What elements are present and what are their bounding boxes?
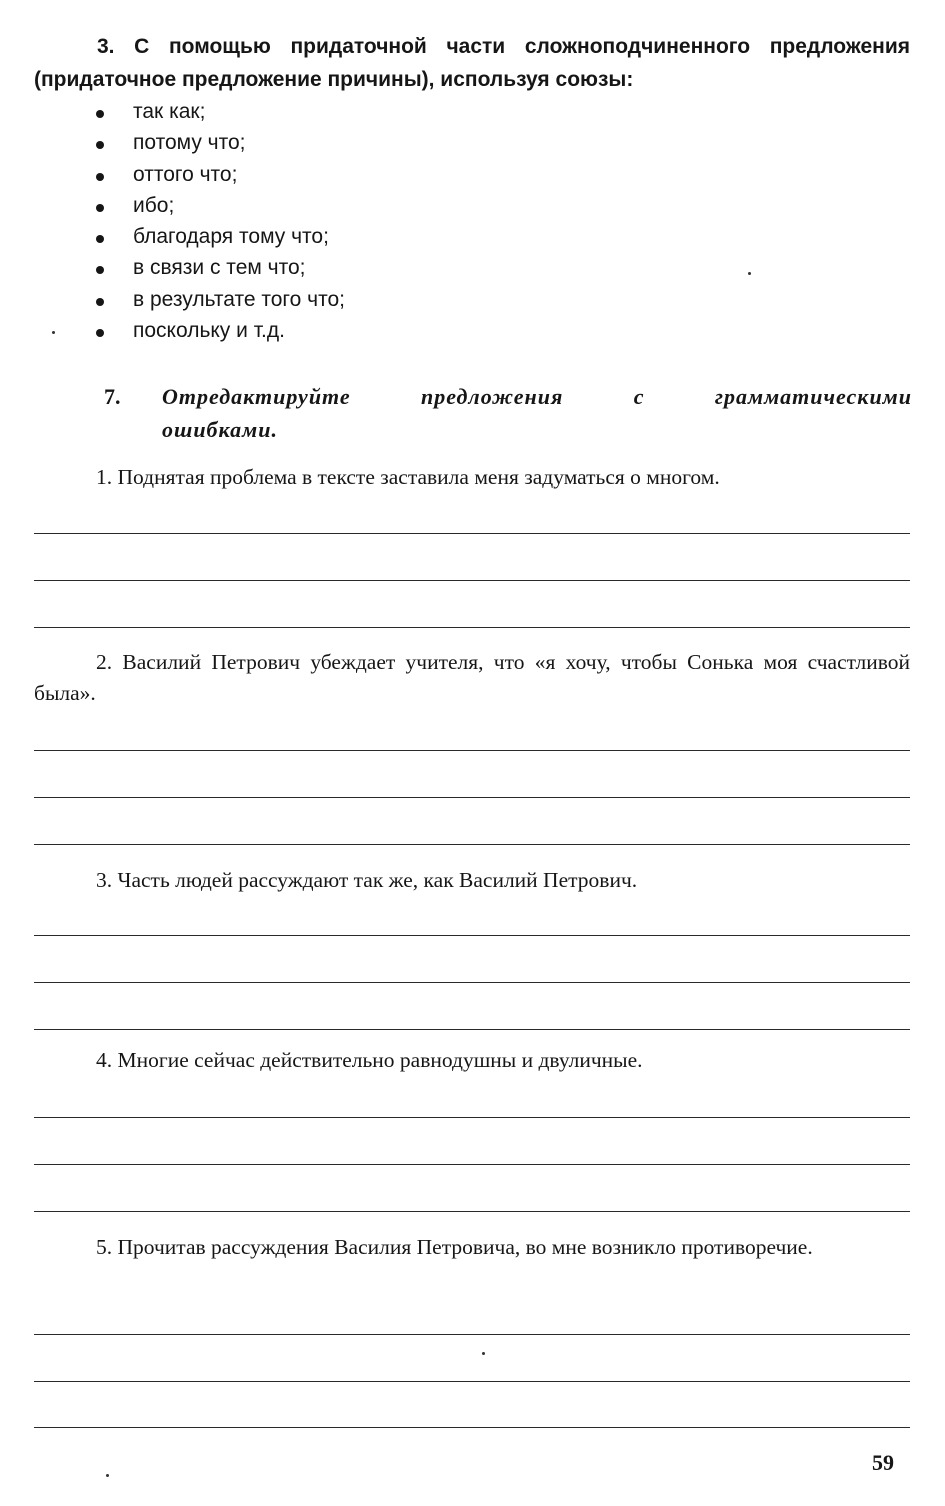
list-item: так как;	[96, 96, 345, 127]
list-item: потому что;	[96, 127, 345, 158]
task7-heading	[104, 380, 912, 446]
scan-speck	[106, 1474, 109, 1477]
exercise-sentence-4: 4. Многие сейчас действительно равнодушны и двуличные.	[96, 1048, 643, 1072]
answer-line[interactable]	[34, 982, 910, 983]
answer-line[interactable]	[34, 1164, 910, 1165]
answer-line[interactable]	[34, 1334, 910, 1335]
answer-line[interactable]	[34, 1427, 910, 1428]
task-number: 7.	[104, 384, 121, 409]
page-number: 59	[872, 1450, 894, 1475]
list-item: в связи с тем что;	[96, 252, 345, 283]
task-word: грамматическими	[714, 384, 912, 409]
answer-line[interactable]	[34, 1211, 910, 1212]
list-item: ибо;	[96, 190, 345, 221]
exercise-sentence-2: 2. Василий Петрович убеждает учителя, что «я хочу, чтобы Сонька моя счастливой была».	[34, 650, 910, 705]
answer-line[interactable]	[34, 1381, 910, 1382]
answer-line[interactable]	[34, 750, 910, 751]
exercise-sentence-3: 3. Часть людей рассуждают так же, как Василий Петрович.	[96, 868, 638, 892]
task-instruction-line2: ошибками.	[162, 417, 278, 442]
scan-speck	[748, 272, 751, 275]
exercise-sentence-5: 5. Прочитав рассуждения Василия Петровича, во мне возникло противоречие.	[96, 1235, 813, 1259]
answer-line[interactable]	[34, 1117, 910, 1118]
task-word: с	[633, 384, 645, 409]
list-item: в результате того что;	[96, 284, 345, 315]
answer-line[interactable]	[34, 1029, 910, 1030]
answer-line[interactable]	[34, 580, 910, 581]
answer-line[interactable]	[34, 797, 910, 798]
list-item: поскольку и т.д.	[96, 315, 345, 346]
answer-line[interactable]	[34, 935, 910, 936]
conjunction-list	[96, 96, 345, 346]
scan-speck	[482, 1352, 485, 1355]
item3-heading: 3. С помощью придаточной части сложноподчиненного предложения (придаточное предложение причины), используя союзы:	[34, 35, 910, 91]
list-item: оттого что;	[96, 159, 345, 190]
task-instruction-line1	[162, 380, 912, 413]
answer-line[interactable]	[34, 844, 910, 845]
list-item: благодаря тому что;	[96, 221, 345, 252]
task-word: предложения	[421, 384, 564, 409]
exercise-sentence-1: 1. Поднятая проблема в тексте заставила меня задуматься о многом.	[96, 465, 720, 489]
answer-line[interactable]	[34, 533, 910, 534]
task-word: Отредактируйте	[162, 384, 351, 409]
answer-line[interactable]	[34, 627, 910, 628]
scan-speck	[52, 331, 55, 334]
